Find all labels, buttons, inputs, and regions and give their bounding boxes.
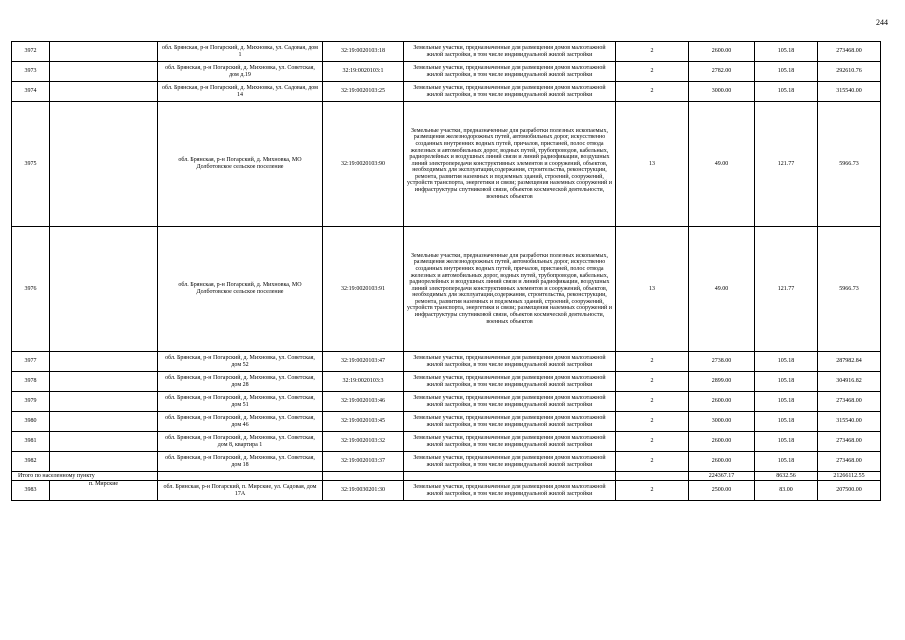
table-row <box>12 372 881 392</box>
table-row <box>12 481 881 501</box>
address-cell: обл. Брянская, р-н Погарский, д. Михновка, ул. Советская, дом 52 <box>158 352 323 372</box>
group-code-cell: 2 <box>616 412 689 432</box>
specific-value-cell: 105.18 <box>755 42 818 62</box>
locality-cell <box>50 42 158 62</box>
table-row <box>12 42 881 62</box>
cadastral-number-cell: 32:19:0020103:90 <box>323 102 404 227</box>
locality-cell <box>50 62 158 82</box>
group-code-cell: 2 <box>616 82 689 102</box>
empty-cell <box>404 472 616 481</box>
land-use-cell: Земельные участки, предназначенные для размещения домов малоэтажной жилой застройки, в том числе индивидуальной жилой застройки <box>404 372 616 392</box>
table-body <box>12 42 881 501</box>
row-number: 3976 <box>12 227 50 352</box>
cadastral-value-cell: 273468.00 <box>818 452 881 472</box>
cadastral-number-cell: 32:19:0020103:45 <box>323 412 404 432</box>
group-code-cell: 13 <box>616 227 689 352</box>
group-code-cell: 2 <box>616 42 689 62</box>
area-cell: 3000.00 <box>689 82 755 102</box>
cadastral-number-cell: 32:19:0020103:3 <box>323 372 404 392</box>
specific-value-cell: 83.00 <box>755 481 818 501</box>
address-cell: обл. Брянская, р-н Погарский, д. Михновка, ул. Садовая, дом 14 <box>158 82 323 102</box>
row-number: 3978 <box>12 372 50 392</box>
cadastral-number-cell: 32:19:0030201:30 <box>323 481 404 501</box>
specific-value-cell: 121.77 <box>755 102 818 227</box>
area-cell: 2600.00 <box>689 452 755 472</box>
land-use-cell: Земельные участки, предназначенные для размещения домов малоэтажной жилой застройки, в том числе индивидуальной жилой застройки <box>404 452 616 472</box>
cadastral-value-cell: 207500.00 <box>818 481 881 501</box>
land-use-cell: Земельные участки, предназначенные для размещения домов малоэтажной жилой застройки, в том числе индивидуальной жилой застройки <box>404 392 616 412</box>
area-cell: 2899.00 <box>689 372 755 392</box>
group-code-cell: 2 <box>616 432 689 452</box>
cadastral-number-cell: 32:19:0020103:18 <box>323 42 404 62</box>
address-cell: обл. Брянская, р-н Погарский, д. Михновка, МО Долботовское сельское поселение <box>158 102 323 227</box>
group-code-cell: 2 <box>616 62 689 82</box>
specific-value-cell: 105.18 <box>755 412 818 432</box>
table-row <box>12 432 881 452</box>
land-use-cell: Земельные участки, предназначенные для размещения домов малоэтажной жилой застройки, в том числе индивидуальной жилой застройки <box>404 481 616 501</box>
area-cell: 2600.00 <box>689 432 755 452</box>
empty-cell <box>616 472 689 481</box>
specific-value-cell: 121.77 <box>755 227 818 352</box>
table-row <box>12 392 881 412</box>
area-cell: 49.00 <box>689 102 755 227</box>
cadastral-number-cell: 32:19:0020103:1 <box>323 62 404 82</box>
locality-cell <box>50 412 158 432</box>
cadastral-value-cell: 304916.82 <box>818 372 881 392</box>
locality-cell <box>50 432 158 452</box>
locality-cell <box>50 82 158 102</box>
area-cell: 2782.00 <box>689 62 755 82</box>
group-code-cell: 2 <box>616 372 689 392</box>
row-number: 3980 <box>12 412 50 432</box>
table-row <box>12 227 881 352</box>
area-cell: 2738.00 <box>689 352 755 372</box>
cadastral-value-cell: 287982.84 <box>818 352 881 372</box>
address-cell: обл. Брянская, р-н Погарский, д. Михновка, ул. Советская, дом 18 <box>158 452 323 472</box>
cadastral-value-cell: 273468.00 <box>818 42 881 62</box>
cadastral-value-cell: 273468.00 <box>818 392 881 412</box>
cadastral-number-cell: 32:19:0020103:47 <box>323 352 404 372</box>
cadastral-number-cell: 32:19:0020103:25 <box>323 82 404 102</box>
cadastral-value-cell: 5966.73 <box>818 227 881 352</box>
cadastral-number-cell: 32:19:0020103:37 <box>323 452 404 472</box>
land-use-cell: Земельные участки, предназначенные для размещения домов малоэтажной жилой застройки, в том числе индивидуальной жилой застройки <box>404 62 616 82</box>
locality-cell <box>50 102 158 227</box>
specific-value-cell: 105.18 <box>755 372 818 392</box>
address-cell: обл. Брянская, р-н Погарский, д. Михновка, ул. Советская, дом д.19 <box>158 62 323 82</box>
land-registry-table <box>11 41 881 501</box>
table-row <box>12 82 881 102</box>
cadastral-number-cell: 32:19:0020103:32 <box>323 432 404 452</box>
locality-cell <box>50 372 158 392</box>
row-number: 3972 <box>12 42 50 62</box>
row-number: 3973 <box>12 62 50 82</box>
specific-value-cell: 105.18 <box>755 352 818 372</box>
table-row <box>12 412 881 432</box>
row-number: 3981 <box>12 432 50 452</box>
cadastral-value-cell: 315540.00 <box>818 412 881 432</box>
land-use-cell: Земельные участки, предназначенные для размещения домов малоэтажной жилой застройки, в том числе индивидуальной жилой застройки <box>404 82 616 102</box>
cadastral-value-cell: 273468.00 <box>818 432 881 452</box>
row-number: 3979 <box>12 392 50 412</box>
row-number: 3975 <box>12 102 50 227</box>
address-cell: обл. Брянская, р-н Погарский, д. Михновка, ул. Советская, дом 28 <box>158 372 323 392</box>
table-row <box>12 62 881 82</box>
group-code-cell: 2 <box>616 392 689 412</box>
cadastral-number-cell: 32:19:0020103:46 <box>323 392 404 412</box>
locality-cell: п. Мирские <box>50 481 158 501</box>
cadastral-value-cell: 292610.76 <box>818 62 881 82</box>
locality-cell <box>50 352 158 372</box>
specific-value-cell: 105.18 <box>755 392 818 412</box>
group-code-cell: 2 <box>616 481 689 501</box>
area-cell: 2600.00 <box>689 392 755 412</box>
specific-value-cell: 105.18 <box>755 62 818 82</box>
address-cell: обл. Брянская, р-н Погарский, д. Михновка, ул. Садовая, дом 1 <box>158 42 323 62</box>
cadastral-value-cell: 315540.00 <box>818 82 881 102</box>
locality-cell <box>50 227 158 352</box>
table-row <box>12 452 881 472</box>
group-code-cell: 2 <box>616 452 689 472</box>
cadastral-number-cell: 32:19:0020103:91 <box>323 227 404 352</box>
row-number: 3974 <box>12 82 50 102</box>
land-use-cell: Земельные участки, предназначенные для размещения домов малоэтажной жилой застройки, в том числе индивидуальной жилой застройки <box>404 352 616 372</box>
empty-cell <box>323 472 404 481</box>
empty-cell <box>158 472 323 481</box>
address-cell: обл. Брянская, р-н Погарский, д. Михновка, ул. Советская, дом 51 <box>158 392 323 412</box>
specific-value-cell: 105.18 <box>755 452 818 472</box>
area-cell: 2600.00 <box>689 42 755 62</box>
subtotal-area: 224367.17 <box>689 472 755 481</box>
row-number: 3982 <box>12 452 50 472</box>
address-cell: обл. Брянская, р-н Погарский, д. Михновка, ул. Советская, дом 8, квартира 1 <box>158 432 323 452</box>
cadastral-value-cell: 5966.73 <box>818 102 881 227</box>
address-cell: обл. Брянская, р-н Погарский, д. Михновка, ул. Советская, дом 46 <box>158 412 323 432</box>
address-cell: обл. Брянская, р-н Погарский, п. Мирские, ул. Садовая, дом 17А <box>158 481 323 501</box>
locality-cell <box>50 452 158 472</box>
area-cell: 2500.00 <box>689 481 755 501</box>
area-cell: 3000.00 <box>689 412 755 432</box>
group-code-cell: 13 <box>616 102 689 227</box>
subtotal-label: Итого по населенному пункту <box>12 472 158 481</box>
row-number: 3977 <box>12 352 50 372</box>
land-use-cell: Земельные участки, предназначенные для разработки полезных ископаемых, размещения железнодорожных путей, автомобильных дорог, искусственно созданных внутренних водных путей, причалов, пристаней, полос отвода железных и автомобильных дорог, водных путей, трубопроводов, кабельных, радиорелейных и воздушных линий связи и линий радиофикации, воздушных линий электропередачи конструктивных элементов и сооружений, объектов, необходимых для эксплуатации,содержания, строительства, реконструкции, ремонта, развития наземных и подземных зданий, строений, сооружений, устройств транспорта, энергетики и связи; размещения наземных сооружений и инфраструктуры спутниковой связи, объектов космической деятельности, военных объектов <box>404 102 616 227</box>
land-use-cell: Земельные участки, предназначенные для размещения домов малоэтажной жилой застройки, в том числе индивидуальной жилой застройки <box>404 42 616 62</box>
land-use-cell: Земельные участки, предназначенные для размещения домов малоэтажной жилой застройки, в том числе индивидуальной жилой застройки <box>404 412 616 432</box>
specific-value-cell: 105.18 <box>755 432 818 452</box>
specific-value-cell: 105.18 <box>755 82 818 102</box>
table-row <box>12 352 881 372</box>
group-code-cell: 2 <box>616 352 689 372</box>
page-number: 244 <box>876 18 888 27</box>
subtotal-row <box>12 472 881 481</box>
locality-cell <box>50 392 158 412</box>
row-number: 3983 <box>12 481 50 501</box>
land-use-cell: Земельные участки, предназначенные для разработки полезных ископаемых, размещения железнодорожных путей, автомобильных дорог, искусственно созданных внутренних водных путей, причалов, пристаней, полос отвода железных и автомобильных дорог, водных путей, трубопроводов, кабельных, радиорелейных и воздушных линий связи и линий радиофикации, воздушных линий электропередачи конструктивных элементов и сооружений, объектов, необходимых для эксплуатации,содержания, строительства, реконструкции, ремонта, развития наземных и подземных зданий, строений, сооружений, устройств транспорта, энергетики и связи; размещения наземных сооружений и инфраструктуры спутниковой связи, объектов космической деятельности, военных объектов <box>404 227 616 352</box>
land-use-cell: Земельные участки, предназначенные для размещения домов малоэтажной жилой застройки, в том числе индивидуальной жилой застройки <box>404 432 616 452</box>
area-cell: 49.00 <box>689 227 755 352</box>
subtotal-specific-value: 8632.56 <box>755 472 818 481</box>
address-cell: обл. Брянская, р-н Погарский, д. Михновка, МО Долботовское сельское поселение <box>158 227 323 352</box>
subtotal-cadastral-value: 21266112.55 <box>818 472 881 481</box>
table-row <box>12 102 881 227</box>
